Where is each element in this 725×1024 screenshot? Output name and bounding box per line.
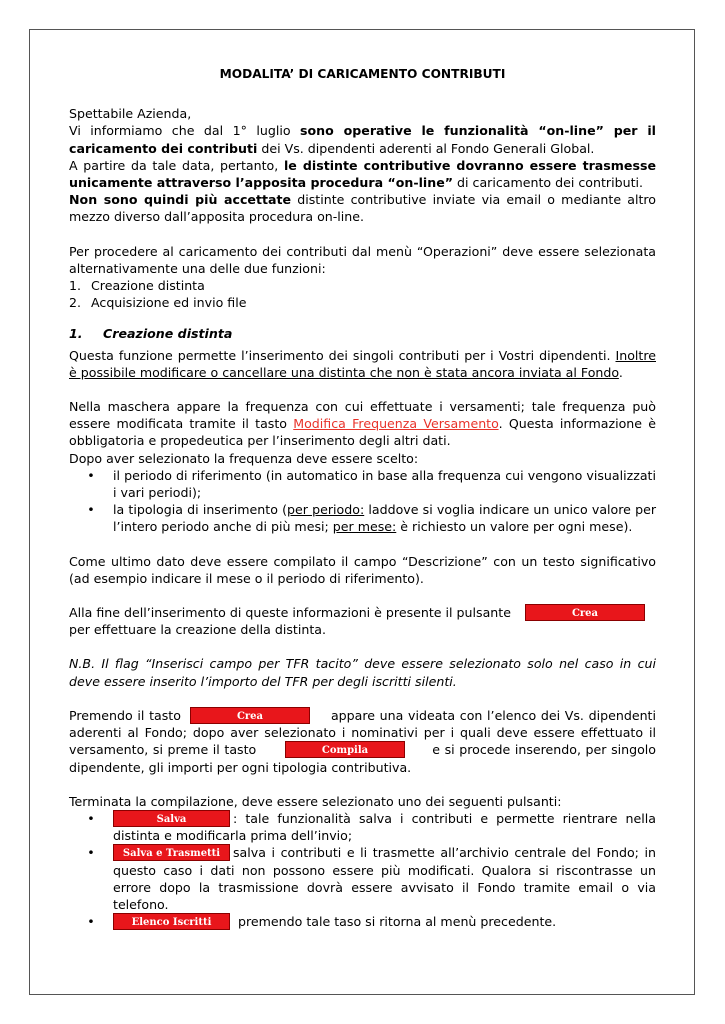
- intro-paragraph-1: Vi informiamo che dal 1° luglio sono operative le funzionalità “on-line” per il caricamento dei contributi dei Vs. dipendenti aderenti al Fondo Generali Global.: [69, 123, 656, 156]
- premendo-paragraph: Premendo il tasto appare una videata con l’elenco dei Vs. dipendenti aderenti al Fondo; dopo aver selezionato i nominativi per i quali deve essere effettuato il versamento, si preme il tasto e si procede inserendo, per singolo dipendente, gli importi per ogni tipologia contributiva. Crea Compila: [69, 707, 657, 775]
- salva-trasmetti-button[interactable]: Salva e Trasmetti: [113, 844, 230, 861]
- greeting: Spettabile Azienda,: [69, 106, 192, 122]
- operations-text: Per procedere al caricamento dei contributi dal menù “Operazioni” deve essere selezionata alternativamente una delle due funzioni:: [69, 243, 656, 276]
- bullet-icon: •: [87, 914, 95, 930]
- crea-paragraph: Alla fine dell’inserimento di queste informazioni è presente il pulsante per effettuare la creazione della distinta. Crea: [69, 604, 656, 638]
- section-paragraph-2: Nella maschera appare la frequenza con cui effettuate i versamenti; tale frequenza può essere modificata tramite il tasto Modifica Frequenza Versamento. Questa informazione è obbligatoria e propedeutica per l’inserimento degli altri dati.: [69, 399, 656, 449]
- crea-button[interactable]: Crea: [525, 604, 645, 621]
- bullet-icon: •: [87, 810, 95, 826]
- bullet-icon: •: [87, 845, 95, 861]
- section-paragraph-1: Questa funzione permette l’inserimento dei singoli contributi per i Vostri dipendenti. Inoltre è possibile modificare o cancellare una distinta che non è stata ancora inviata al Fondo.: [69, 347, 656, 380]
- list-item: • salva i contributi e li trasmette all’archivio centrale del Fondo; in questo caso i dati non possono essere più modificati. Qualora si riscontrasse un errore dopo la trasmissione dovrà essere avvisato il Fondo tramite email o via telefono. Salva e Trasmetti: [69, 844, 656, 913]
- salva-button[interactable]: Salva: [113, 810, 230, 827]
- section-paragraph-7: Terminata la compilazione, deve essere selezionato uno dei seguenti pulsanti:: [69, 793, 562, 809]
- crea-button-inline[interactable]: Crea: [190, 707, 310, 724]
- choice-list: [69, 467, 656, 536]
- section-heading: 1. Creazione distinta: [69, 326, 233, 342]
- list-item: • il periodo di riferimento (in automatico in base alla frequenza cui vengono visualizzati i vari periodi);: [69, 467, 656, 501]
- list-item: • : tale funzionalità salva i contributi e permette rientrare nella distinta e modificarla prima dell’invio; Salva: [69, 810, 656, 844]
- intro-paragraph-2: A partire da tale data, pertanto, le distinte contributive dovranno essere trasmesse unicamente attraverso l’apposita procedura “on-line” di caricamento dei contributi.: [69, 157, 657, 191]
- modifica-frequenza-link[interactable]: Modifica Frequenza Versamento: [293, 416, 499, 432]
- button-list: [69, 810, 656, 930]
- list-item: • la tipologia di inserimento (per periodo: laddove si voglia indicare un unico valore per l’intero periodo anche di più mesi; per mese: è richiesto un valore per ogni mese).: [69, 501, 656, 535]
- list-item: 2. Acquisizione ed invio file: [69, 295, 247, 311]
- section-paragraph-3: Dopo aver selezionato la frequenza deve essere scelto:: [69, 450, 419, 466]
- bullet-icon: •: [87, 467, 95, 483]
- list-item: 1. Creazione distinta: [69, 278, 205, 294]
- document-title: MODALITA’ DI CARICAMENTO CONTRIBUTI: [219, 67, 506, 81]
- list-item: • premendo tale taso si ritorna al menù precedente. Elenco Iscritti: [69, 913, 656, 930]
- intro-paragraph-3: Non sono quindi più accettate distinte contributive inviate via email o mediante altro mezzo diverso dall’apposita procedura on-line.: [69, 192, 656, 225]
- bullet-icon: •: [87, 502, 95, 518]
- nb-note: N.B. Il flag “Inserisci campo per TFR tacito” deve essere selezionato solo nel caso in cui deve essere inserito l’importo del TFR per degli iscritti silenti.: [69, 656, 656, 689]
- section-paragraph-4: Come ultimo dato deve essere compilato il campo “Descrizione” con un testo significativo (ad esempio indicare il mese o il periodo di riferimento).: [69, 553, 656, 586]
- document-body: [69, 60, 656, 930]
- compila-button[interactable]: Compila: [285, 741, 405, 758]
- elenco-iscritti-button[interactable]: Elenco Iscritti: [113, 913, 230, 930]
